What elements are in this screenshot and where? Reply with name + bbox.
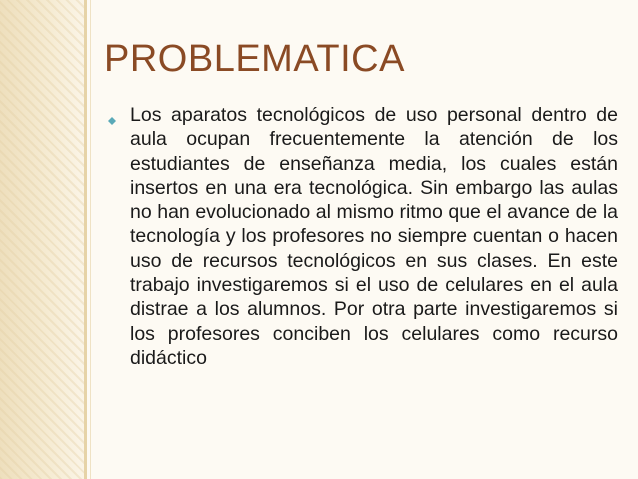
- slide-title: PROBLEMATICA: [104, 38, 405, 80]
- side-stripe-border-thin: [90, 0, 91, 479]
- bullet-item: [108, 103, 618, 453]
- side-stripe-border: [84, 0, 87, 479]
- diamond-bullet-icon: [108, 112, 116, 120]
- bullet-text: Los aparatos tecnológicos de uso personal dentro de aula ocupan frecuentemente la atención de los estudiantes de enseñanza media, los cuales están insertos en una era tecnológica. Sin embargo las aulas no han evolucionado al mismo ritmo que el avance de la tecnología y los profesores no siempre cuentan o hacen uso de recursos tecnológicos en sus clases. En este trabajo investigaremos si el uso de celulares en el aula distrae a los alumnos. Por otra parte investigaremos si los profesores conciben los celulares como recurso didáctico: [130, 104, 618, 369]
- decorative-side-stripe: [0, 0, 86, 479]
